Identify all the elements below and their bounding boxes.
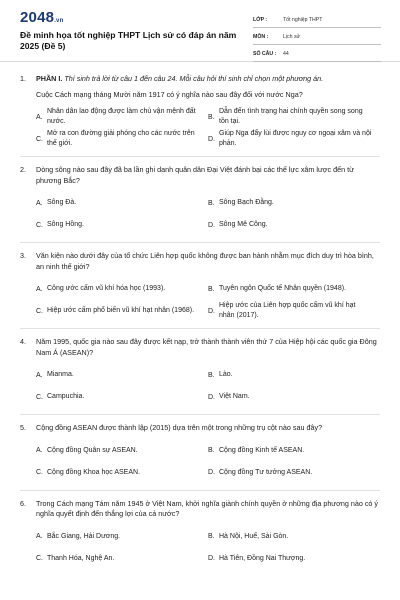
question-6: [0, 499, 400, 570]
option-text: Mianma.: [47, 371, 74, 378]
option-letter: A.: [36, 285, 43, 293]
option-letter: A.: [36, 371, 43, 379]
divider: [20, 414, 380, 415]
option-c[interactable]: [36, 462, 208, 484]
option-letter: B.: [208, 533, 215, 540]
option-letter: C.: [36, 307, 43, 315]
option-letter: C.: [36, 393, 43, 401]
option-letter: D.: [208, 469, 215, 476]
question-number: 3.: [20, 251, 26, 260]
option-d[interactable]: [208, 462, 380, 484]
meta-label: LỚP :: [253, 17, 268, 23]
option-a[interactable]: [36, 526, 208, 548]
divider: [20, 156, 380, 157]
options: [36, 192, 380, 236]
document-title: Đề minh họa tốt nghiệp THPT Lịch sử có đáp án năm 2025 (Đề 5): [20, 30, 237, 51]
option-letter: C.: [36, 555, 43, 562]
option-text: Cộng đồng Kinh tế ASEAN.: [219, 446, 305, 454]
options: [36, 440, 380, 484]
options: [36, 526, 380, 570]
option-text: Công ước cấm vũ khí hóa học (1993).: [47, 285, 166, 292]
option-text: Cộng đồng Tư tưởng ASEAN.: [219, 468, 313, 476]
question-text: Cộng đồng ASEAN được thành lập (2015) dựa trên một trong những trụ cột nào sau đây?: [36, 423, 323, 432]
option-letter: B.: [208, 371, 215, 379]
option-a[interactable]: [36, 192, 208, 214]
option-letter: D.: [208, 135, 215, 143]
meta-value: Tốt nghiệp THPT: [283, 17, 323, 23]
option-letter: D.: [208, 307, 215, 315]
option-letter: B.: [208, 113, 215, 121]
option-b[interactable]: [208, 278, 380, 300]
option-text: Sông Đà.: [47, 199, 77, 206]
option-letter: C.: [36, 469, 43, 476]
option-text: Cộng đồng Quân sự ASEAN.: [47, 446, 138, 454]
option-letter: D.: [208, 221, 215, 229]
divider: [20, 242, 380, 243]
question-2: [0, 165, 400, 236]
meta-row-count: [253, 47, 381, 62]
meta-value: 44: [283, 51, 289, 57]
question-text: Trong Cách mạng Tám năm 1945 ở Việt Nam, khởi nghĩa giành chính quyền ở những địa phương nào có ý nghĩa quyết định đến thắng lợi của cả nước?: [36, 498, 378, 518]
option-c[interactable]: [36, 386, 208, 408]
option-text: Sông Hồng.: [47, 221, 84, 228]
option-letter: B.: [208, 285, 215, 293]
option-c[interactable]: [36, 548, 208, 570]
option-letter: B.: [208, 199, 215, 207]
option-letter: A.: [36, 533, 43, 540]
option-b[interactable]: [208, 440, 380, 462]
question-number: 6.: [20, 498, 26, 508]
option-a[interactable]: [36, 364, 208, 386]
question-number: 1.: [20, 74, 26, 83]
question-number: 5.: [20, 423, 26, 432]
question-list: [0, 74, 400, 570]
option-text: Cộng đồng Khoa học ASEAN.: [47, 468, 141, 476]
option-text: Việt Nam.: [219, 393, 250, 400]
meta-value: Lịch sử: [283, 34, 301, 40]
section-title: PHẦN I.: [36, 74, 63, 83]
section-instructions: Thí sinh trả lời từ câu 1 đến câu 24. Mỗi câu hỏi thí sinh chỉ chọn một phương án.: [64, 74, 324, 83]
question-number: 4.: [20, 337, 26, 346]
question-text: Dòng sông nào sau đây đã ba lần ghi danh quân dân Đại Việt đánh bại các thế lực xâm lược đến từ phương Bắc?: [36, 165, 354, 185]
option-text: Thanh Hóa, Nghệ An.: [47, 554, 115, 562]
meta-row-subject: [253, 30, 381, 45]
options: [36, 364, 380, 408]
options: [36, 278, 380, 322]
meta-row-class: [253, 13, 381, 28]
option-c[interactable]: [36, 214, 208, 236]
question-text: Năm 1995, quốc gia nào sau đây được kết nạp, trở thành thành viên thứ 7 của Hiệp hội các quốc gia Đông Nam Á (ASEAN)?: [36, 337, 377, 357]
option-b[interactable]: [208, 106, 380, 128]
option-letter: A.: [36, 447, 43, 454]
option-letter: B.: [208, 447, 215, 454]
option-text: Hiệp ước cấm phổ biến vũ khí hạt nhân (1968).: [47, 307, 195, 314]
option-a[interactable]: [36, 440, 208, 462]
option-c[interactable]: [36, 300, 208, 322]
divider: [20, 328, 380, 329]
option-text: Mở ra con đường giải phóng cho các nước trên thế giới.: [47, 130, 195, 147]
option-text: Hà Nội, Huế, Sài Gòn.: [219, 532, 289, 540]
document-meta: [253, 13, 381, 64]
question-4: [0, 337, 400, 408]
options: [36, 106, 380, 150]
option-text: Giúp Nga đẩy lùi được nguy cơ ngoại xâm và nội phản.: [219, 130, 372, 147]
option-text: Hà Tiên, Đồng Nai Thượng.: [219, 554, 306, 562]
option-letter: D.: [208, 393, 215, 401]
question-1: [0, 74, 400, 150]
logo-suffix: .vn: [54, 18, 64, 24]
question-text: Cuộc Cách mạng tháng Mười năm 1917 có ý nghĩa nào sau đây đối với nước Nga?: [36, 89, 303, 99]
option-text: Sông Mê Công.: [219, 221, 268, 228]
section-header: [36, 74, 380, 85]
option-b[interactable]: [208, 192, 380, 214]
option-d[interactable]: [208, 548, 380, 570]
question-5: [0, 423, 400, 484]
document-header: [0, 0, 400, 62]
option-letter: D.: [208, 555, 215, 562]
option-letter: A.: [36, 113, 43, 121]
option-b[interactable]: [208, 526, 380, 548]
option-text: Hiệp ước của Liên hợp quốc cấm vũ khí hạt nhân (2017).: [219, 302, 356, 319]
meta-label: MÔN :: [253, 34, 269, 40]
option-text: Lào.: [219, 371, 233, 378]
option-text: Dẫn đến tình trạng hai chính quyền song song tồn tại.: [219, 108, 363, 125]
option-text: Bắc Giang, Hải Dương.: [47, 532, 121, 540]
option-a[interactable]: [36, 278, 208, 300]
divider: [20, 490, 380, 491]
option-letter: A.: [36, 199, 43, 207]
site-logo[interactable]: [20, 9, 63, 26]
option-letter: C.: [36, 135, 43, 143]
question-number: 2.: [20, 165, 26, 174]
option-text: Campuchia.: [47, 393, 85, 400]
logo-text: 2048: [20, 9, 55, 26]
question-text: Văn kiện nào dưới đây của tổ chức Liên hợp quốc không được ban hành nhằm mục đích duy trì hòa bình, an ninh thế giới?: [36, 251, 374, 271]
option-text: Tuyên ngôn Quốc tế Nhân quyền (1948).: [219, 285, 346, 292]
question-3: [0, 251, 400, 322]
option-d[interactable]: [208, 386, 380, 408]
option-a[interactable]: [36, 106, 208, 128]
option-text: Sông Bạch Đằng.: [219, 199, 274, 206]
option-c[interactable]: [36, 128, 208, 150]
option-d[interactable]: [208, 214, 380, 236]
option-text: Nhân dân lao động được làm chủ vận mệnh đất nước.: [47, 108, 196, 125]
option-letter: C.: [36, 221, 43, 229]
meta-label: SỐ CÂU :: [253, 51, 277, 57]
option-d[interactable]: [208, 128, 380, 150]
option-d[interactable]: [208, 300, 380, 322]
option-b[interactable]: [208, 364, 380, 386]
